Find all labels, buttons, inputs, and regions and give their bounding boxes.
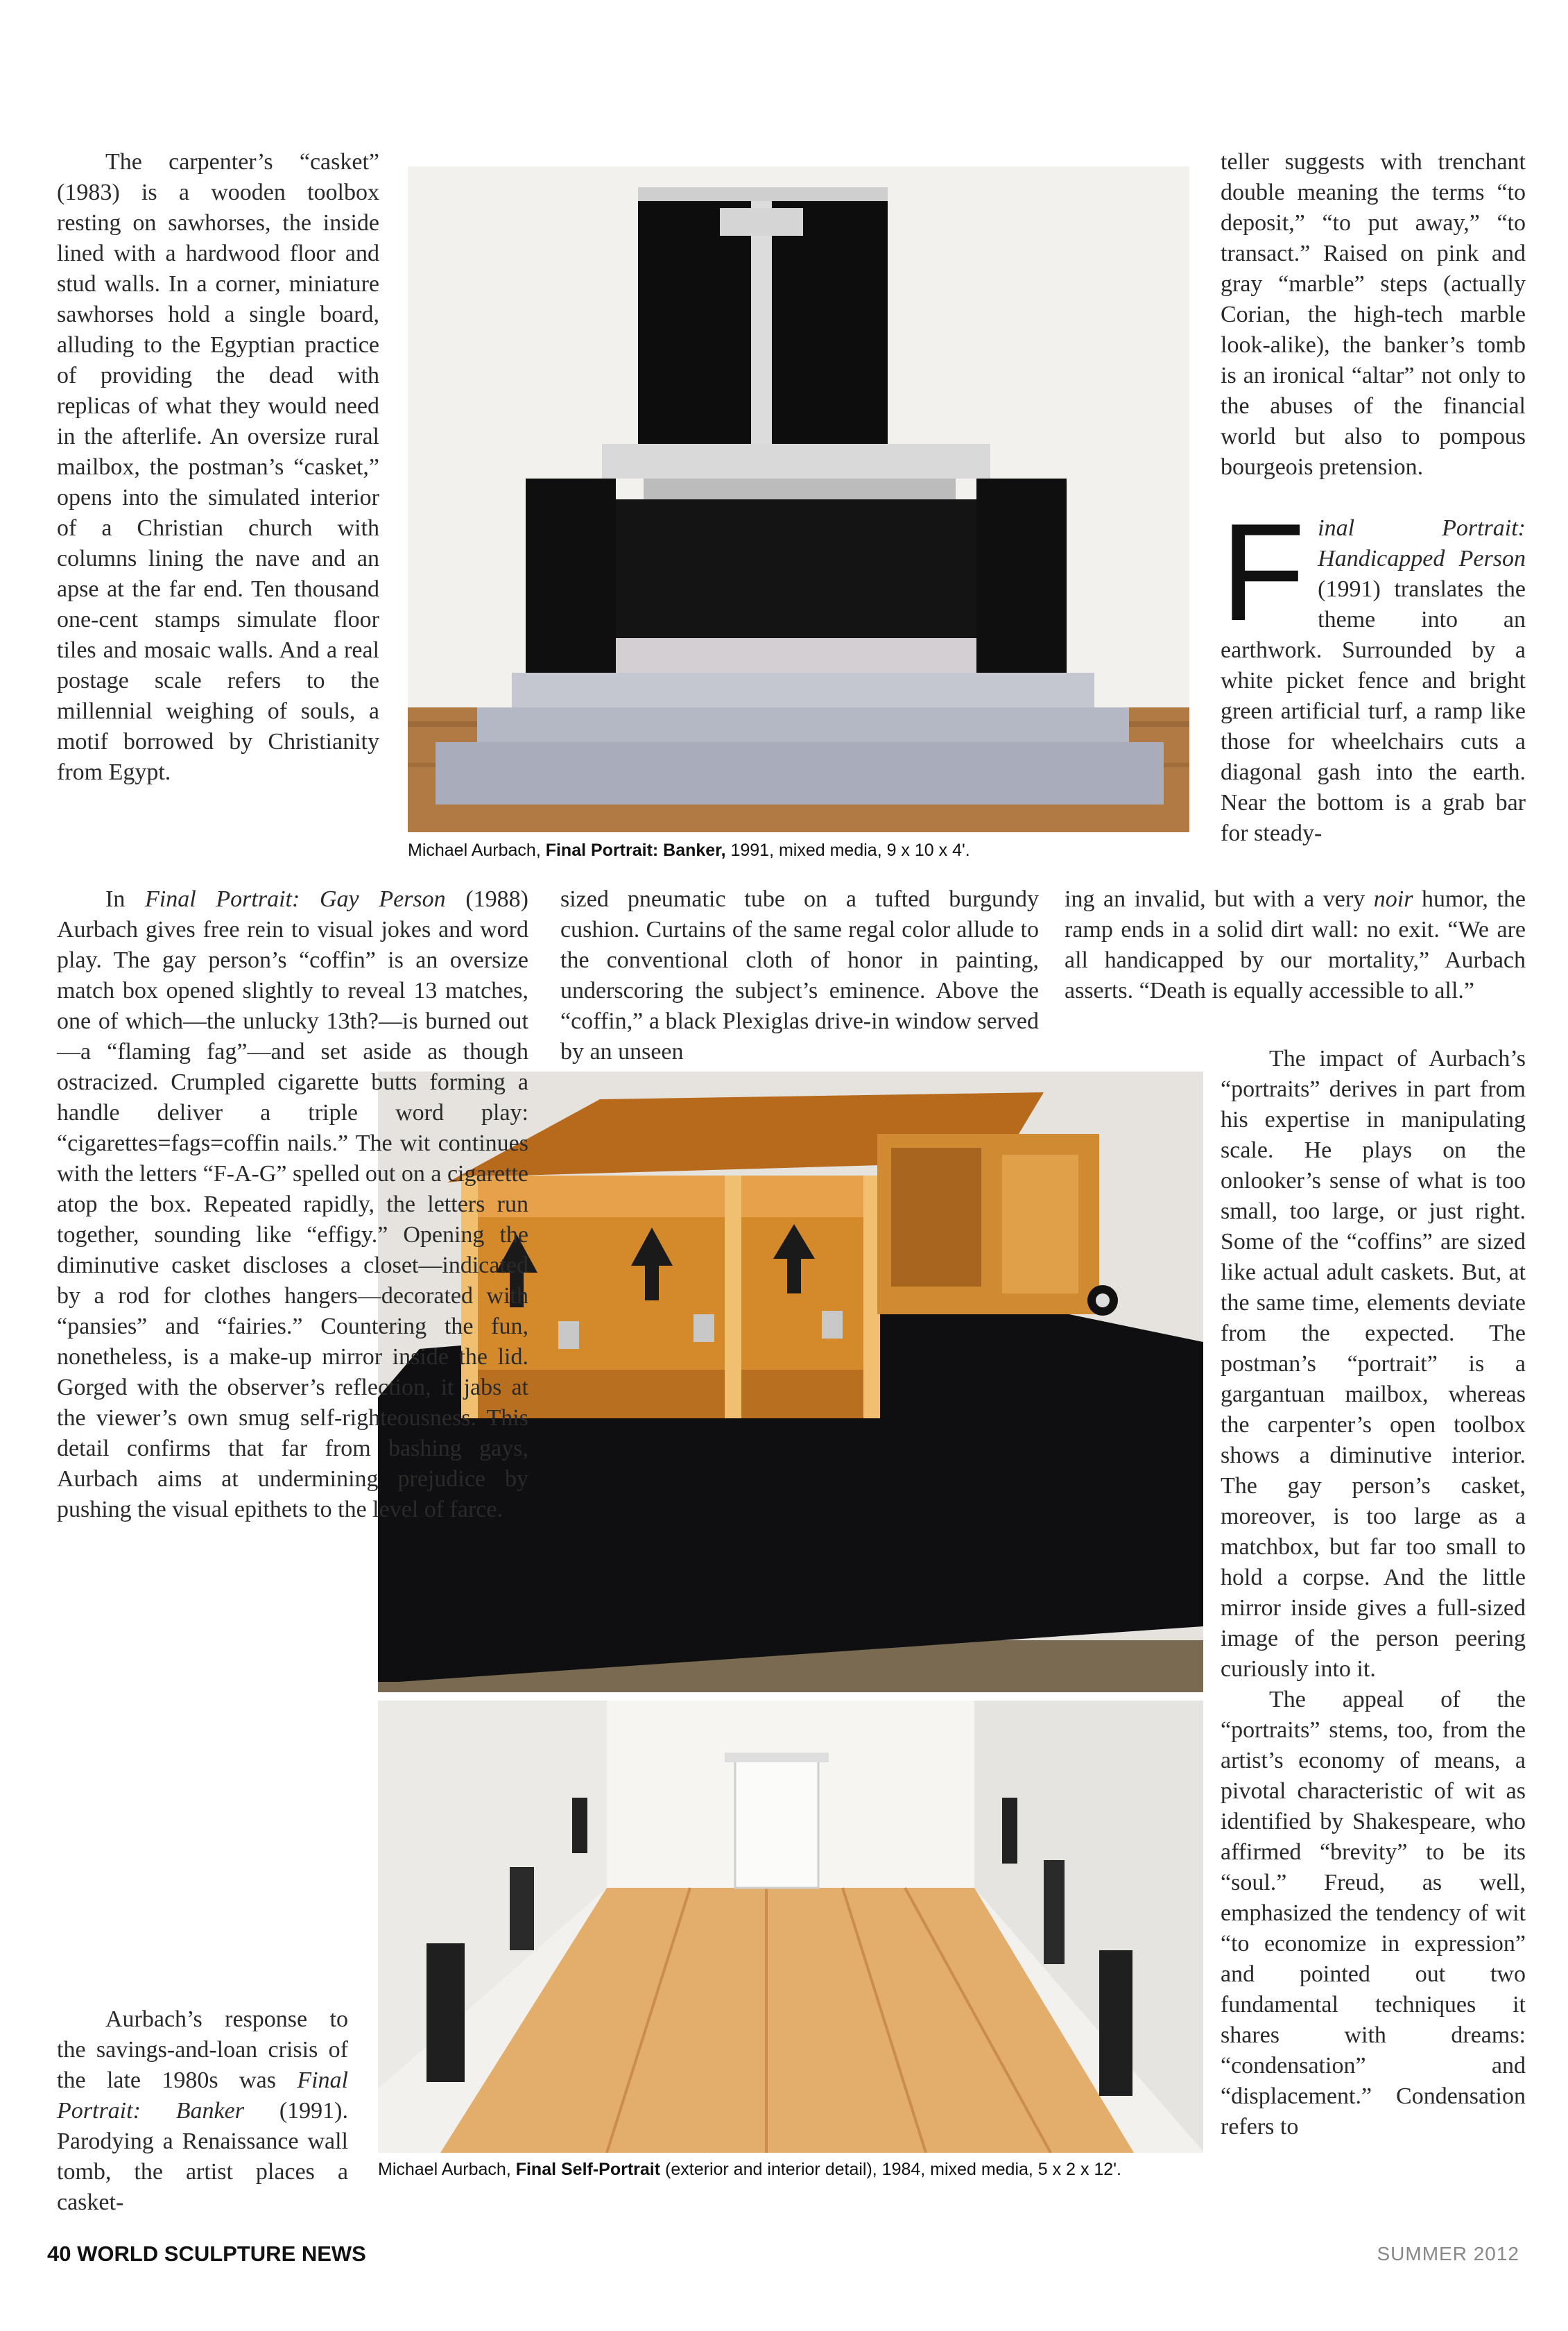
banker-caption-title: Final Portrait: Banker, <box>545 841 726 860</box>
banker-sculpture-image <box>408 166 1189 832</box>
column-1-main <box>57 884 528 1525</box>
self-caption-details: (exterior and interior detail), 1984, mixed media, 5 x 2 x 12'. <box>660 2160 1121 2179</box>
banker-photo <box>408 166 1189 832</box>
column-3-wide <box>1065 884 1526 1006</box>
self-portrait-caption <box>378 2158 1210 2181</box>
handicapped-title: inal Portrait: Handicapped Person <box>1318 515 1526 571</box>
banker-title: Final Portrait: Banker <box>57 2067 348 2124</box>
paragraph-gay-person <box>57 884 528 1525</box>
banker-caption-artist: Michael Aurbach, <box>408 841 546 860</box>
gay-body: (1988) Aurbach gives free rein to visual jokes and word play. The gay person’s “coffin” is an oversize match box opened slightly to reveal 13 matches, one of which—the unlucky 13th?—is burned out—a “flaming fag”—and set aside as though ostracized. Crumpled cigarette butts forming a handle deliver a triple word play: “cigarettes=fags=coffin nails.” The wit continues with the letters “F-A-G” spelled out on a cigarette atop the box. Repeated rapidly, the letters run together, sounding like “effigy.” Opening the diminutive casket discloses a closet—indicated by a rod for clothes hangers—decorated with “pansies” and “fairies.” Countering the fun, nonetheless, is a make-up mirror inside the lid. Gorged with the observer’s reflection, it jabs at the viewer’s own smug self-righteousness. This detail confirms that far from bashing gays, Aurbach aims at undermining prejudice by pushing the visual epithets to the level of farce. <box>57 886 528 1522</box>
banker-body: (1991). Parodying a Renaissance wall tomb, the artist places a casket- <box>57 2098 348 2215</box>
column-1-lower <box>57 2004 348 2218</box>
footer-page-label: 40 WORLD SCULPTURE NEWS <box>47 2242 366 2266</box>
paragraph-teller: teller suggests with trenchant double meaning the terms “to deposit,” “to put away,” “to transact.” Raised on pink and gray “marble” steps (actually Corian, the high-tech marble look-alike), the banker’s tomb is an ironical “altar” not only to the abuses of the financial world but also to pompous bourgeois pretension. <box>1221 149 1526 480</box>
banker-intro: Aurbach’s response to the savings-and-loan crisis of the late 1980s was <box>57 2006 348 2093</box>
paragraph-pneumatic-tube: sized pneumatic tube on a tufted burgundy cushion. Curtains of the same regal color allude to the conventional cloth of honor in painting, underscoring the subject’s eminence. Above the “coffin,” a black Plexiglas drive-in window served by an unseen <box>560 886 1039 1065</box>
footer-issue-date: SUMMER 2012 <box>1377 2243 1519 2264</box>
paragraph-scale: The impact of Aurbach’s “portraits” derives in part from his expertise in manipulating scale. He plays on the onlooker’s sense of what is too small, too large, or just right. Some of the “coffins” are sized like actual adult caskets. But, at the same time, elements deviate from the expected. The postman’s “portrait” is a gargantuan mailbox, whereas the carpenter’s open toolbox shows a diminutive interior. The gay person’s casket, moreover, is too large as a matchbox, but far too small to hold a corpse. And the little mirror inside gives a full-sized image of the person peering curiously into it. <box>1221 1046 1526 1682</box>
noir-post: humor, the ramp ends in a solid dirt wall: no exit. “We are all handicapped by our mortality,” Aurbach asserts. “Death is equally accessible to all.” <box>1065 886 1526 1004</box>
paragraph-handicapped <box>1221 495 1526 849</box>
self-portrait-photo <box>378 1701 1203 2153</box>
gay-title: Final Portrait: Gay Person <box>145 886 446 912</box>
gay-intro: In <box>105 886 146 912</box>
noir-word: noir <box>1373 886 1413 912</box>
handicapped-body: (1991) translates the theme into an earthwork. Surrounded by a white picket fence and bright green artificial turf, a ramp like those for wheelchairs cuts a diagonal gash into the earth. Near the bottom is a grab bar for steady- <box>1221 576 1526 846</box>
self-caption-title: Final Self-Portrait <box>515 2160 661 2179</box>
banker-caption <box>408 839 1198 861</box>
column-2-block <box>560 884 1039 1067</box>
paragraph-noir <box>1065 884 1526 1006</box>
room-interior-image <box>378 1701 1203 2153</box>
column-1-top <box>57 147 379 788</box>
paragraph-banker <box>57 2004 348 2218</box>
paragraph-economy: The appeal of the “portraits” stems, too, from the artist’s economy of means, a pivotal characteristic of wit as identified by Shakespeare, who affirmed “brevity” to be its “soul.” Freud, as well, emphasized the tendency of wit “to economize in expression” and pointed out two fundamental techniques it shares with dreams: “condensation” and “displacement.” Condensation refers to <box>1221 1687 1526 2140</box>
banker-caption-details: 1991, mixed media, 9 x 10 x 4'. <box>725 841 970 860</box>
drop-cap: F <box>1221 495 1306 650</box>
column-3-lower <box>1221 1044 1526 2142</box>
column-3-top <box>1221 147 1526 849</box>
self-caption-artist: Michael Aurbach, <box>378 2160 516 2179</box>
paragraph-carpenter: The carpenter’s “casket” (1983) is a wooden toolbox resting on sawhorses, the inside lined with a hardwood floor and stud walls. In a corner, miniature sawhorses hold a single board, alluding to the Egyptian practice of providing the dead with replicas of what they would need in the afterlife. An oversize rural mailbox, the postman’s “casket,” opens into the simulated interior of a Christian church with columns lining the nave and an apse at the far end. Ten thousand one-cent stamps simulate floor tiles and mosaic walls. And a real postage scale refers to the millennial weighing of souls, a motif borrowed by Christianity from Egypt. <box>57 149 379 785</box>
noir-pre: ing an invalid, but with a very <box>1065 886 1374 912</box>
